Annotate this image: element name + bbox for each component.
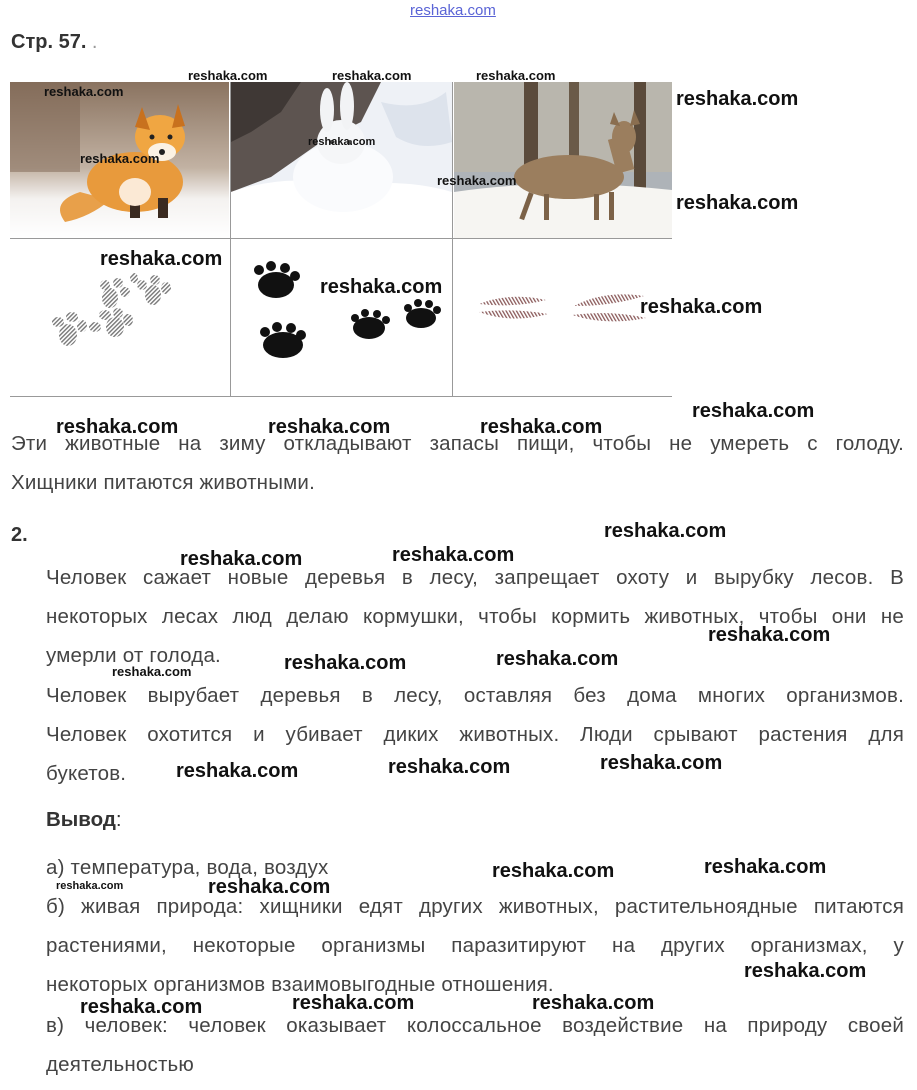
section1-line2: Хищники питаются животными. (11, 471, 315, 494)
watermark: reshaka.com (480, 416, 603, 438)
watermark: reshaka.com (496, 648, 619, 670)
watermark: reshaka.com (392, 544, 515, 566)
watermark: reshaka.com (476, 68, 556, 83)
hare-photo (231, 82, 452, 238)
watermark: reshaka.com (600, 752, 723, 774)
item-c-line1: в) человек: человек оказывает колоссальное воздействие на природу своей (46, 1014, 904, 1037)
watermark: reshaka.com (388, 756, 511, 778)
conclusion-label: Вывод (46, 808, 116, 831)
watermark: reshaka.com (676, 88, 799, 110)
watermark: reshaka.com (268, 416, 391, 438)
section2-number: 2. (11, 524, 28, 546)
watermark: reshaka.com (188, 68, 268, 83)
grid-divider-middle (10, 238, 672, 239)
item-a-line1: а) температура, вода, воздух (46, 856, 329, 879)
section1-line1: Эти животные на зиму откладывают запасы пищи, чтобы не умереть с голоду. (11, 432, 904, 455)
roe-deer-photo (454, 82, 672, 238)
watermark: reshaka.com (744, 960, 867, 982)
watermark: reshaka.com (332, 68, 412, 83)
watermark: reshaka.com (676, 192, 799, 214)
conclusion-heading (46, 808, 122, 832)
conclusion-colon: : (115, 808, 122, 831)
watermark: reshaka.com (80, 151, 160, 166)
grid-divider-v2 (452, 82, 453, 397)
page-title-suffix: . (86, 31, 98, 53)
grid-divider-bottom (10, 396, 672, 397)
watermark: reshaka.com (532, 992, 655, 1014)
page-title-text: Стр. 57. (11, 31, 87, 53)
watermark: reshaka.com (100, 248, 223, 270)
watermark: reshaka.com (176, 760, 299, 782)
para1-line1: Человек сажает новые деревья в лесу, запрещает охоту и вырубку лесов. В (46, 566, 904, 589)
para1-line3: умерли от голода. (46, 644, 221, 667)
watermark: reshaka.com (320, 276, 443, 298)
site-link[interactable]: reshaka.com (410, 2, 496, 19)
animal-tracks-grid (10, 82, 672, 397)
item-b-line3: некоторых организмов взаимовыгодные отношения. (46, 973, 554, 996)
item-b-line1: б) живая природа: хищники едят других животных, растительноядные питаются (46, 895, 904, 918)
watermark: reshaka.com (640, 296, 763, 318)
para2-line2: Человек охотится и убивает диких животных. Люди срывают растения для (46, 723, 904, 746)
grid-divider-v1 (230, 82, 231, 397)
item-c-line2: деятельностью (46, 1053, 195, 1076)
watermark: reshaka.com (292, 992, 415, 1014)
para1-line2: некоторых лесах люд делаю кормушки, чтобы кормить животных, чтобы они не (46, 605, 904, 628)
hare-tracks (231, 240, 452, 396)
page-title (11, 31, 98, 54)
watermark: reshaka.com (284, 652, 407, 674)
watermark: reshaka.com (437, 173, 517, 188)
watermark: reshaka.com (492, 860, 615, 882)
watermark: reshaka.com (56, 416, 179, 438)
watermark: reshaka.com (704, 856, 827, 878)
watermark: reshaka.com (708, 624, 831, 646)
watermark: reshaka.com (604, 520, 727, 542)
item-b-line2: растениями, некоторые организмы паразитируют на других организмах, у (46, 934, 904, 957)
watermark: reshaka.com (80, 996, 203, 1018)
watermark: reshaka.com (208, 876, 331, 898)
para2-line1: Человек вырубает деревья в лесу, оставляя без дома многих организмов. (46, 684, 904, 707)
para2-line3: букетов. (46, 762, 127, 785)
watermark: reshaka.com (112, 664, 192, 679)
watermark: reshaka.com (308, 136, 376, 148)
watermark: reshaka.com (692, 400, 815, 422)
watermark: reshaka.com (56, 880, 124, 892)
watermark: reshaka.com (180, 548, 303, 570)
watermark: reshaka.com (44, 84, 124, 99)
